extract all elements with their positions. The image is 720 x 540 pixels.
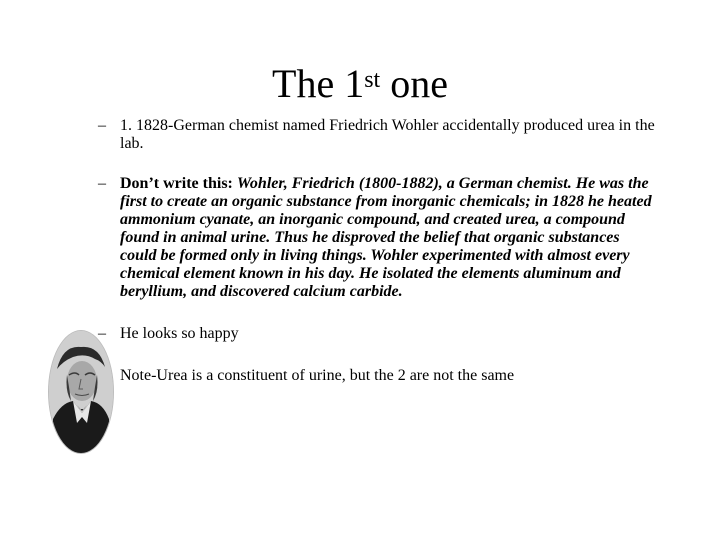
slide-title: [0, 58, 720, 110]
portrait-illustration: [49, 331, 113, 453]
bullet-marker: –: [98, 117, 106, 134]
bullet-lead: Don’t write this:: [120, 175, 237, 192]
bullet-list: [98, 117, 658, 385]
bullet-text: Wohler, Friedrich (1800-1882), a German chemist. He was the first to create an organic substance from inorganic chemicals; in 1828 he heated ammonium cyanate, an inorganic compound, and created urea, a compound found in animal urine. Thus he disproved the belief that organic substances could be formed only in living things. Wohler experimented with almost every chemical element known in his day. He isolated the elements aluminum and beryllium, and discovered calcium carbide.: [120, 175, 652, 300]
bullet-text: Note-Urea is a constituent of urine, but the 2 are not the same: [120, 367, 515, 384]
title-superscript: st: [364, 67, 381, 93]
bullet-item: [98, 175, 658, 301]
bullet-text: He looks so happy: [120, 325, 239, 342]
bullet-marker: –: [98, 175, 106, 192]
title-rest: one: [380, 61, 448, 106]
bullet-marker: –: [98, 325, 106, 342]
bullet-item: [98, 367, 658, 385]
bullet-item: [98, 117, 658, 153]
portrait-photo: [48, 330, 114, 454]
title-main: The 1: [272, 61, 365, 106]
bullet-item: [98, 325, 658, 343]
bullet-text: 1. 1828-German chemist named Friedrich Wohler accidentally produced urea in the lab.: [120, 117, 655, 152]
